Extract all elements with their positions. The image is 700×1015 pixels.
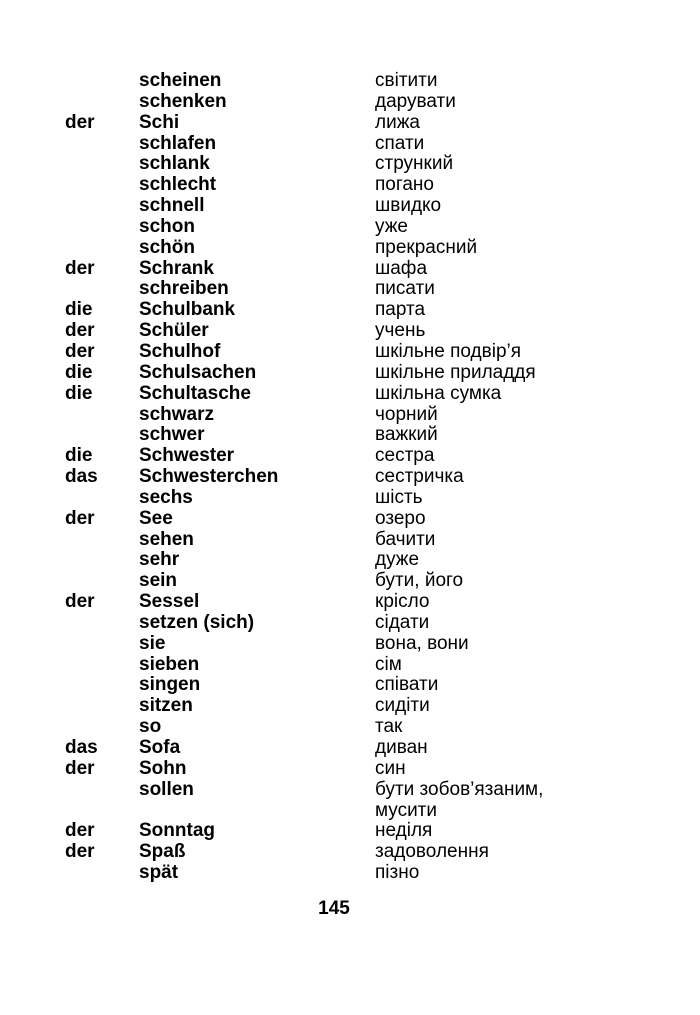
- entry-translation: чорний: [375, 403, 438, 425]
- vocabulary-entry: [0, 259, 700, 280]
- vocabulary-entry: [0, 863, 700, 884]
- entry-word: so: [139, 716, 162, 738]
- vocabulary-entry: [0, 613, 700, 634]
- entry-word: Sohn: [139, 757, 187, 779]
- entry-translation: погано: [375, 174, 434, 196]
- entry-word: schlank: [139, 153, 210, 175]
- vocabulary-entry: [0, 509, 700, 530]
- entry-translation: світити: [375, 70, 438, 91]
- vocabulary-entry: [0, 571, 700, 592]
- entry-article: der: [65, 257, 95, 279]
- entry-translation: бути, його: [375, 570, 464, 592]
- vocabulary-entry: [0, 738, 700, 759]
- vocabulary-entry: [0, 842, 700, 863]
- entry-translation: крісло: [375, 591, 430, 613]
- entry-word: Schultasche: [139, 382, 251, 404]
- entry-translation: лижа: [375, 111, 420, 133]
- entry-article: der: [65, 757, 95, 779]
- entry-translation: важкий: [375, 424, 438, 446]
- entry-article: das: [65, 737, 98, 758]
- vocabulary-entry: [0, 634, 700, 655]
- entry-article: die: [65, 361, 93, 383]
- vocabulary-entry: [0, 467, 700, 488]
- entry-translation: прекрасний: [375, 236, 478, 258]
- entry-word: Sessel: [139, 591, 200, 613]
- entry-translation: учень: [375, 320, 426, 342]
- entry-translation: сім: [375, 653, 402, 675]
- vocabulary-entry: [0, 759, 700, 780]
- entry-word: sollen: [139, 778, 194, 800]
- entry-word: Schrank: [139, 257, 214, 279]
- vocabulary-entry: [0, 446, 700, 467]
- entry-translation: сестричка: [375, 466, 464, 488]
- entry-word: Schwesterchen: [139, 466, 279, 488]
- vocabulary-list: [0, 71, 700, 884]
- entry-translation: сідати: [375, 611, 430, 633]
- vocabulary-entry: [0, 279, 700, 300]
- entry-word: sehen: [139, 528, 194, 550]
- entry-translation: шафа: [375, 257, 428, 279]
- entry-word: singen: [139, 674, 201, 696]
- entry-word: sie: [139, 632, 166, 654]
- entry-article: der: [65, 340, 95, 362]
- vocabulary-entry: [0, 530, 700, 551]
- vocabulary-entry: [0, 363, 700, 384]
- vocabulary-entry: [0, 550, 700, 571]
- entry-translation: дуже: [375, 549, 420, 571]
- vocabulary-entry: [0, 134, 700, 155]
- entry-translation: бути зобов’язаним,: [375, 778, 544, 800]
- vocabulary-entry: [0, 592, 700, 613]
- entry-word: schenken: [139, 90, 227, 112]
- entry-word: Schulbank: [139, 299, 236, 321]
- entry-translation: дарувати: [375, 90, 456, 112]
- vocabulary-entry: [0, 821, 700, 842]
- vocabulary-entry: [0, 696, 700, 717]
- vocabulary-entry: [0, 238, 700, 259]
- entry-word: See: [139, 507, 173, 529]
- entry-word: Sofa: [139, 737, 181, 758]
- vocabulary-entry: [0, 801, 700, 822]
- entry-article: der: [65, 820, 95, 842]
- entry-translation: шкільне подвір’я: [375, 340, 522, 362]
- entry-word: sechs: [139, 486, 193, 508]
- entry-translation: так: [375, 716, 403, 738]
- entry-article: die: [65, 445, 93, 467]
- entry-word: sein: [139, 570, 178, 592]
- entry-article: der: [65, 507, 95, 529]
- entry-word: setzen (sich): [139, 611, 255, 633]
- entry-word: spät: [139, 862, 179, 884]
- vocabulary-entry: [0, 92, 700, 113]
- page-number: 145: [318, 898, 350, 919]
- entry-word: Spaß: [139, 841, 186, 863]
- entry-article: der: [65, 111, 95, 133]
- vocabulary-entry: [0, 655, 700, 676]
- entry-word: Schi: [139, 111, 180, 133]
- entry-word: schreiben: [139, 278, 229, 300]
- entry-word: schön: [139, 236, 195, 258]
- entry-word: schlafen: [139, 132, 217, 154]
- entry-translation: шість: [375, 486, 423, 508]
- entry-translation: бачити: [375, 528, 436, 550]
- vocabulary-entry: [0, 342, 700, 363]
- entry-article: die: [65, 382, 93, 404]
- entry-article: der: [65, 320, 95, 342]
- entry-translation: шкільне приладдя: [375, 361, 536, 383]
- vocabulary-entry: [0, 300, 700, 321]
- entry-translation: сестра: [375, 445, 435, 467]
- vocabulary-entry: [0, 217, 700, 238]
- entry-word: Schwester: [139, 445, 235, 467]
- entry-translation: стрункий: [375, 153, 454, 175]
- vocabulary-entry: [0, 384, 700, 405]
- entry-word: Schüler: [139, 320, 209, 342]
- entry-translation: озеро: [375, 507, 426, 529]
- entry-word: Sonntag: [139, 820, 215, 842]
- vocabulary-entry: [0, 113, 700, 134]
- entry-word: sieben: [139, 653, 200, 675]
- entry-translation: співати: [375, 674, 439, 696]
- entry-translation: парта: [375, 299, 426, 321]
- entry-word: schon: [139, 215, 195, 237]
- entry-word: sehr: [139, 549, 180, 571]
- vocabulary-entry: [0, 175, 700, 196]
- vocabulary-entry: [0, 780, 700, 801]
- vocabulary-entry: [0, 154, 700, 175]
- vocabulary-entry: [0, 71, 700, 92]
- vocabulary-entry: [0, 321, 700, 342]
- entry-translation: диван: [375, 737, 428, 758]
- entry-translation: уже: [375, 215, 408, 237]
- entry-translation: шкільна сумка: [375, 382, 502, 404]
- vocabulary-entry: [0, 405, 700, 426]
- entry-article: das: [65, 466, 98, 488]
- entry-translation: мусити: [375, 799, 437, 821]
- entry-translation: задоволення: [375, 841, 489, 863]
- vocabulary-entry: [0, 425, 700, 446]
- entry-translation: спати: [375, 132, 425, 154]
- entry-translation: син: [375, 757, 406, 779]
- entry-word: schnell: [139, 195, 205, 217]
- entry-article: der: [65, 841, 95, 863]
- entry-translation: пізно: [375, 862, 420, 884]
- entry-translation: сидіти: [375, 695, 430, 717]
- entry-translation: писати: [375, 278, 435, 300]
- entry-word: sitzen: [139, 695, 193, 717]
- entry-word: schwarz: [139, 403, 214, 425]
- entry-word: Schulsachen: [139, 361, 257, 383]
- entry-word: schwer: [139, 424, 205, 446]
- entry-translation: неділя: [375, 820, 433, 842]
- entry-article: die: [65, 299, 93, 321]
- vocabulary-entry: [0, 196, 700, 217]
- vocabulary-entry: [0, 488, 700, 509]
- vocabulary-entry: [0, 675, 700, 696]
- entry-translation: вона, вони: [375, 632, 469, 654]
- entry-article: der: [65, 591, 95, 613]
- entry-word: Schulhof: [139, 340, 221, 362]
- entry-translation: швидко: [375, 195, 442, 217]
- vocabulary-entry: [0, 717, 700, 738]
- entry-word: scheinen: [139, 70, 222, 91]
- entry-word: schlecht: [139, 174, 217, 196]
